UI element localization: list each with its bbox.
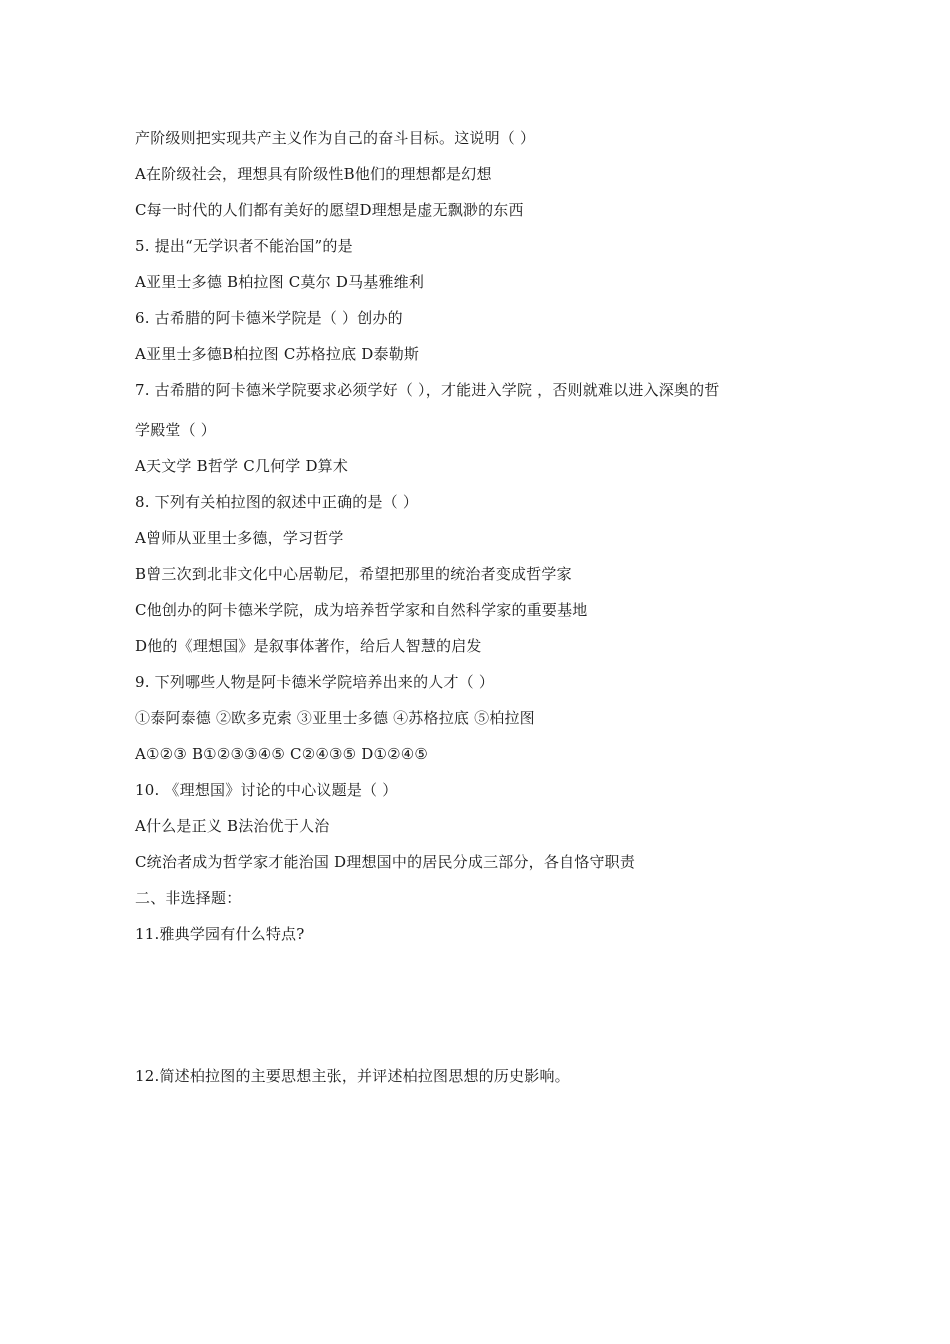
- q8-stem: 8. 下列有关柏拉图的叙述中正确的是（ ）: [135, 493, 419, 511]
- section-heading: 二、非选择题：: [135, 889, 242, 907]
- q8-option-b: B曾三次到北非文化中心居勒尼，希望把那里的统治者变成哲学家: [135, 565, 572, 583]
- q4-options-ab: A在阶级社会，理想具有阶级性B他们的理想都是幻想: [135, 165, 492, 183]
- q8-option-d: D他的《理想国》是叙事体著作，给后人智慧的启发: [135, 637, 482, 655]
- q6-stem: 6. 古希腊的阿卡德米学院是（ ）创办的: [135, 309, 403, 327]
- q11-stem: 11.雅典学园有什么特点?: [135, 925, 305, 943]
- q9-items: ①泰阿泰德 ②欧多克索 ③亚里士多德 ④苏格拉底 ⑤柏拉图: [135, 709, 535, 727]
- q10-stem: 10. 《理想国》讨论的中心议题是（ ）: [135, 781, 398, 799]
- q10-options-ab: A什么是正义 B法治优于人治: [135, 817, 330, 835]
- q9-stem: 9. 下列哪些人物是阿卡德米学院培养出来的人才（ ）: [135, 673, 495, 691]
- q5-options: A亚里士多德 B柏拉图 C莫尔 D马基雅维利: [135, 273, 425, 291]
- q12-stem: 12.简述柏拉图的主要思想主张，并评述柏拉图思想的历史影响。: [135, 1067, 570, 1085]
- q9-options: A①②③ B①②③③④⑤ C②④③⑤ D①②④⑤: [135, 745, 429, 763]
- q8-option-a: A曾师从亚里士多德，学习哲学: [135, 529, 344, 547]
- q5-stem: 5. 提出“无学识者不能治国”的是: [135, 237, 353, 255]
- q6-options: A亚里士多德B柏拉图 C苏格拉底 D泰勒斯: [135, 345, 420, 363]
- q4-stem-continuation: 产阶级则把实现共产主义作为自己的奋斗目标。这说明（ ）: [135, 129, 536, 147]
- q7-stem-continuation: 学殿堂（ ）: [135, 421, 216, 439]
- q7-stem: 7. 古希腊的阿卡德米学院要求必须学好（ ），才能进入学院 ，否则就难以进入深奥的哲: [135, 381, 720, 399]
- q8-option-c: C他创办的阿卡德米学院，成为培养哲学家和自然科学家的重要基地: [135, 601, 588, 619]
- q4-options-cd: C每一时代的人们都有美好的愿望D理想是虚无飘渺的东西: [135, 201, 524, 219]
- q7-options: A天文学 B哲学 C几何学 D算术: [135, 457, 349, 475]
- q10-options-cd: C统治者成为哲学家才能治国 D理想国中的居民分成三部分，各自恪守职责: [135, 853, 636, 871]
